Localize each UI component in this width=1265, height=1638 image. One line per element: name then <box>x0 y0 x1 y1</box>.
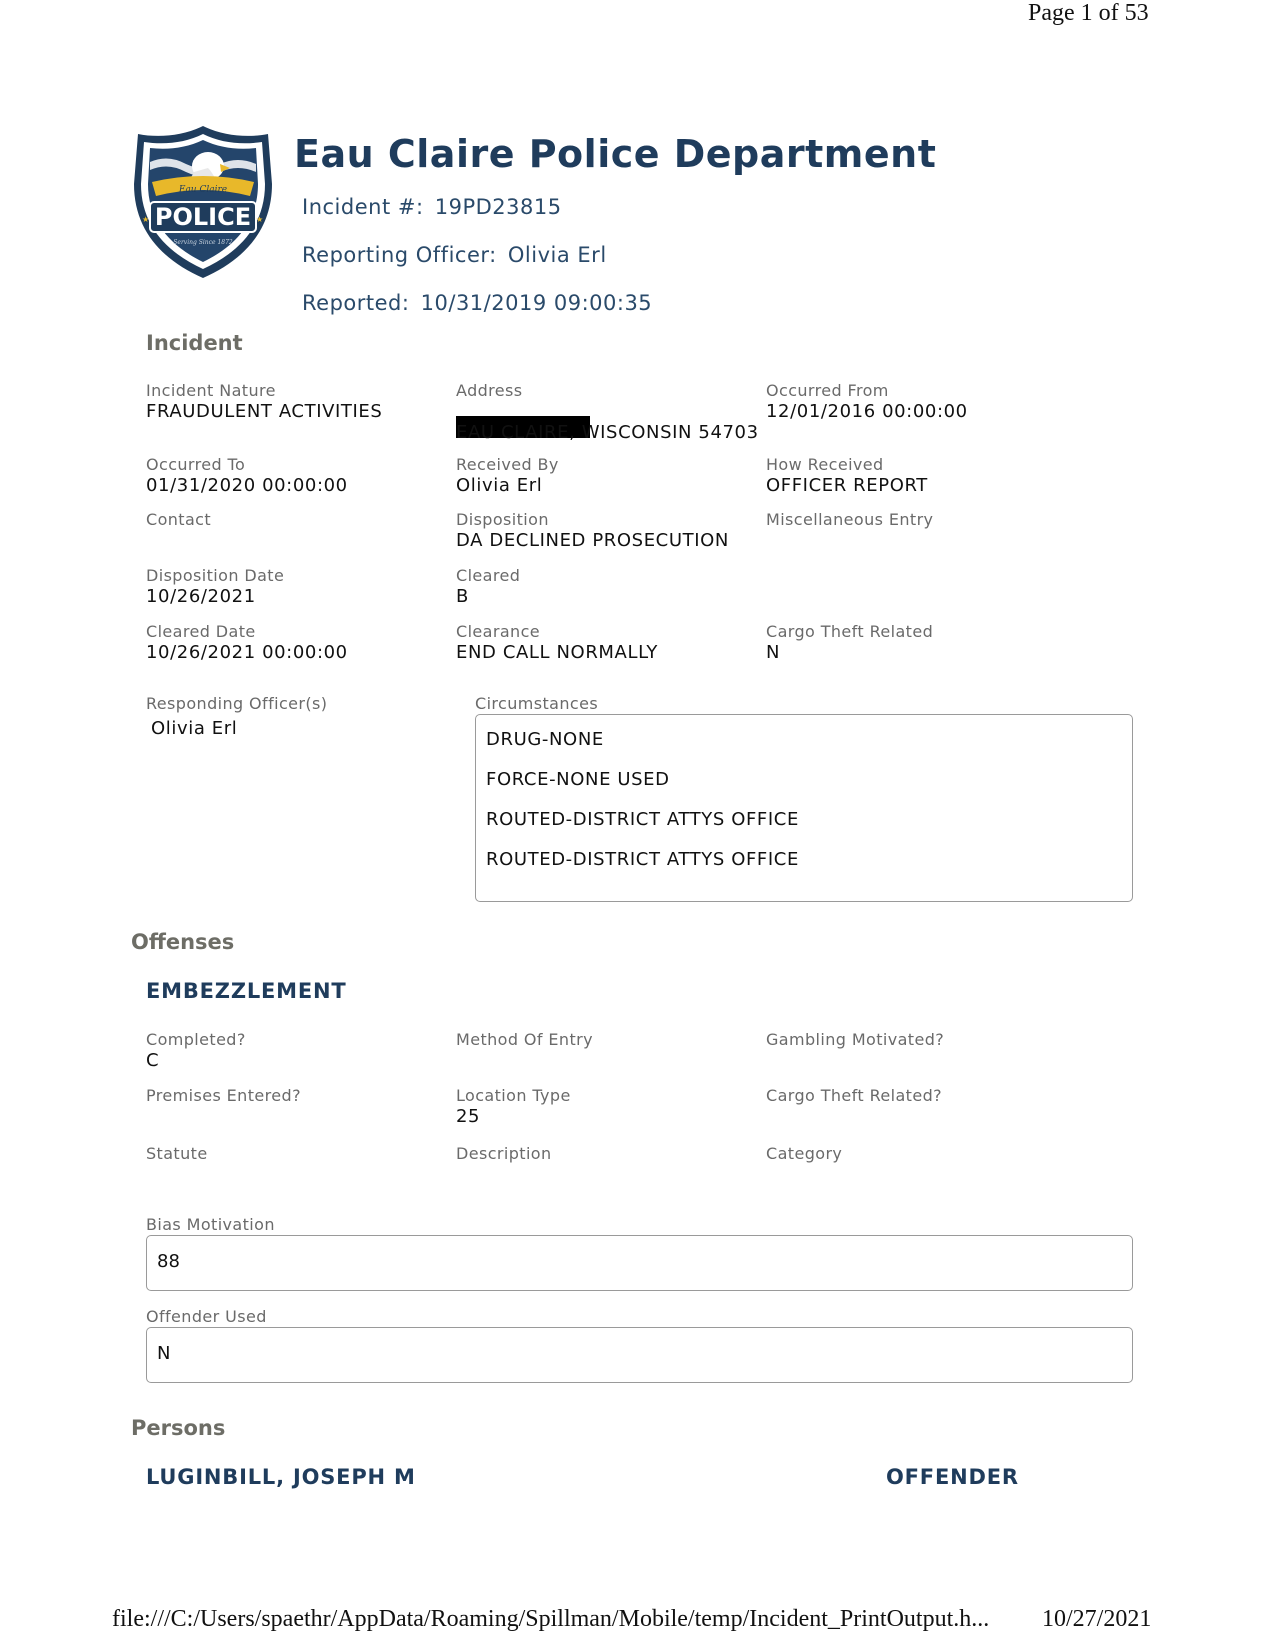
contact-label: Contact <box>146 510 212 529</box>
bias-motivation-label: Bias Motivation <box>146 1215 275 1234</box>
gambling-motivated-label: Gambling Motivated? <box>766 1030 945 1049</box>
category-label: Category <box>766 1144 843 1163</box>
disposition-date-label: Disposition Date <box>146 566 285 585</box>
received-by-label: Received By <box>456 455 559 474</box>
incident-number-value: 19PD23815 <box>434 195 562 219</box>
svg-text:★: ★ <box>142 215 150 224</box>
location-type-value: 25 <box>456 1106 481 1127</box>
responding-officers-value: Olivia Erl <box>151 718 238 739</box>
department-title: Eau Claire Police Department <box>294 132 937 176</box>
reported-date <box>302 291 652 315</box>
received-by-value: Olivia Erl <box>456 475 543 496</box>
occurred-to-label: Occurred To <box>146 455 246 474</box>
statute-label: Statute <box>146 1144 208 1163</box>
incident-number-label: Incident #: <box>302 195 424 219</box>
cargo-theft-value: N <box>766 642 781 663</box>
offender-used-label: Offender Used <box>146 1307 267 1326</box>
disposition-value: DA DECLINED PROSECUTION <box>456 530 729 551</box>
disposition-label: Disposition <box>456 510 549 529</box>
bias-motivation-box <box>146 1235 1133 1291</box>
circumstance-item: DRUG-NONE <box>486 729 604 750</box>
address-label: Address <box>456 381 523 400</box>
reported-date-value: 10/31/2019 09:00:35 <box>420 291 653 315</box>
reporting-officer <box>302 243 607 267</box>
footer-date: 10/27/2021 <box>1042 1606 1152 1632</box>
police-badge-eagle-icon <box>128 122 278 282</box>
person-name: LUGINBILL, JOSEPH M <box>146 1465 416 1489</box>
cleared-date-label: Cleared Date <box>146 622 256 641</box>
logo-text-top: Eau Claire <box>178 185 228 195</box>
cleared-date-value: 10/26/2021 00:00:00 <box>146 642 348 663</box>
incident-nature-value: FRAUDULENT ACTIVITIES <box>146 401 383 422</box>
reporting-officer-value: Olivia Erl <box>507 243 607 267</box>
footer-file-path: file:///C:/Users/spaethr/AppData/Roaming/Spillman/Mobile/temp/Incident_PrintOutput.h... <box>112 1606 990 1632</box>
address-value: EAU CLAIRE, WISCONSIN 54703 <box>456 422 759 443</box>
disposition-date-value: 10/26/2021 <box>146 586 256 607</box>
logo-text-bottom: Serving Since 1872 <box>173 239 233 246</box>
circumstances-label: Circumstances <box>475 694 599 713</box>
incident-section-title: Incident <box>146 331 243 355</box>
method-of-entry-label: Method Of Entry <box>456 1030 593 1049</box>
offense-title: EMBEZZLEMENT <box>146 979 347 1003</box>
circumstances-box <box>475 714 1133 902</box>
completed-label: Completed? <box>146 1030 246 1049</box>
misc-entry-label: Miscellaneous Entry <box>766 510 934 529</box>
offense-cargo-theft-label: Cargo Theft Related? <box>766 1086 943 1105</box>
logo-text-main: POLICE <box>154 203 252 231</box>
svg-text:★: ★ <box>256 215 264 224</box>
reported-date-label: Reported: <box>302 291 410 315</box>
offender-used-box <box>146 1327 1133 1383</box>
circumstance-item: ROUTED-DISTRICT ATTYS OFFICE <box>486 849 799 870</box>
occurred-to-value: 01/31/2020 00:00:00 <box>146 475 348 496</box>
occurred-from-label: Occurred From <box>766 381 889 400</box>
person-role: OFFENDER <box>886 1465 1019 1489</box>
persons-section-title: Persons <box>131 1416 226 1440</box>
premises-entered-label: Premises Entered? <box>146 1086 301 1105</box>
reporting-officer-label: Reporting Officer: <box>302 243 497 267</box>
location-type-label: Location Type <box>456 1086 571 1105</box>
description-label: Description <box>456 1144 552 1163</box>
offender-used-value: N <box>157 1343 171 1364</box>
circumstance-item: ROUTED-DISTRICT ATTYS OFFICE <box>486 809 799 830</box>
cargo-theft-label: Cargo Theft Related <box>766 622 934 641</box>
bias-motivation-value: 88 <box>157 1251 180 1272</box>
incident-nature-label: Incident Nature <box>146 381 276 400</box>
offenses-section-title: Offenses <box>131 930 235 954</box>
responding-officers-label: Responding Officer(s) <box>146 694 328 713</box>
clearance-value: END CALL NORMALLY <box>456 642 658 663</box>
completed-value: C <box>146 1050 160 1071</box>
how-received-value: OFFICER REPORT <box>766 475 928 496</box>
circumstance-item: FORCE-NONE USED <box>486 769 670 790</box>
occurred-from-value: 12/01/2016 00:00:00 <box>766 401 968 422</box>
page-number: Page 1 of 53 <box>1028 0 1149 26</box>
how-received-label: How Received <box>766 455 884 474</box>
cleared-value: B <box>456 586 469 607</box>
incident-number <box>302 195 562 219</box>
clearance-label: Clearance <box>456 622 541 641</box>
cleared-label: Cleared <box>456 566 521 585</box>
